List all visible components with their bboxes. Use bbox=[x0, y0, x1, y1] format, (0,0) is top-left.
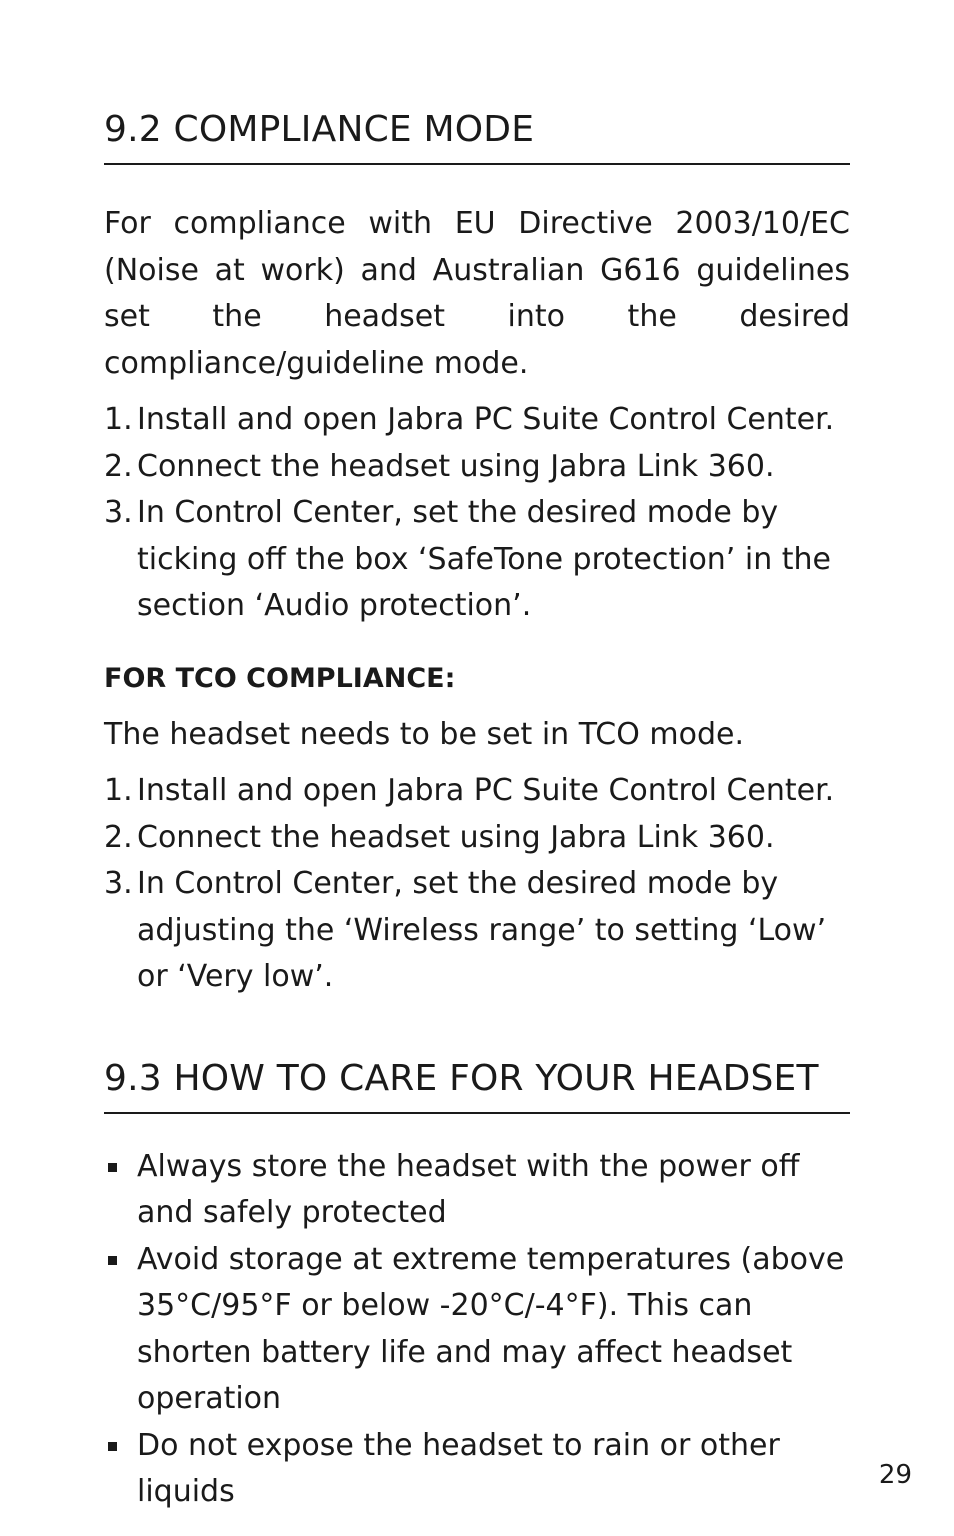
list-item bbox=[104, 1423, 850, 1516]
list-item bbox=[104, 1144, 850, 1237]
step-text: In Control Center, set the desired mode by adjusting the ‘Wireless range’ to setting ‘Low’ or ‘Very low’. bbox=[137, 866, 827, 995]
step-number: 2. bbox=[104, 819, 133, 855]
list-item bbox=[104, 397, 850, 444]
square-bullet-icon bbox=[108, 1442, 117, 1451]
step-text: Connect the headset using Jabra Link 360. bbox=[137, 819, 775, 855]
step-number: 1. bbox=[104, 402, 133, 438]
list-item bbox=[104, 861, 850, 1001]
compliance-intro-paragraph: For compliance with EU Directive 2003/10/EC (Noise at work) and Australian G616 guidelines set the headset into the desired compliance/guideline mode. bbox=[104, 206, 850, 381]
tco-compliance-subheading: FOR TCO COMPLIANCE: bbox=[104, 662, 456, 694]
square-bullet-icon bbox=[108, 1256, 117, 1265]
list-item bbox=[104, 444, 850, 491]
list-item bbox=[104, 768, 850, 815]
care-bullets-list bbox=[104, 1144, 850, 1516]
list-item bbox=[104, 1237, 850, 1423]
bullet-text: Avoid storage at extreme temperatures (above 35°C/95°F or below -20°C/-4°F). This can shorten battery life and may affect headset operation bbox=[137, 1241, 845, 1417]
bullet-text: Always store the headset with the power off and safely protected bbox=[137, 1148, 800, 1231]
section-heading-headset-care: 9.3 HOW TO CARE FOR YOUR HEADSET bbox=[104, 1057, 850, 1114]
tco-paragraph: The headset needs to be set in TCO mode. bbox=[104, 716, 744, 752]
step-text: Connect the headset using Jabra Link 360. bbox=[137, 448, 775, 484]
square-bullet-icon bbox=[108, 1163, 117, 1172]
tco-steps-list bbox=[104, 768, 850, 1001]
step-number: 3. bbox=[104, 495, 133, 531]
step-number: 3. bbox=[104, 866, 133, 902]
step-text: Install and open Jabra PC Suite Control Center. bbox=[137, 773, 835, 809]
step-text: In Control Center, set the desired mode by ticking off the box ‘SafeTone protection’ in the section ‘Audio protection’. bbox=[137, 495, 831, 624]
step-text: Install and open Jabra PC Suite Control Center. bbox=[137, 402, 835, 438]
page-number: 29 bbox=[878, 1460, 912, 1490]
list-item bbox=[104, 490, 850, 630]
step-number: 1. bbox=[104, 773, 133, 809]
step-number: 2. bbox=[104, 448, 133, 484]
manual-page bbox=[104, 0, 850, 1516]
section-heading-compliance-mode: 9.2 COMPLIANCE MODE bbox=[104, 108, 850, 165]
list-item bbox=[104, 815, 850, 862]
compliance-steps-list bbox=[104, 397, 850, 630]
bullet-text: Do not expose the headset to rain or other liquids bbox=[137, 1427, 780, 1510]
